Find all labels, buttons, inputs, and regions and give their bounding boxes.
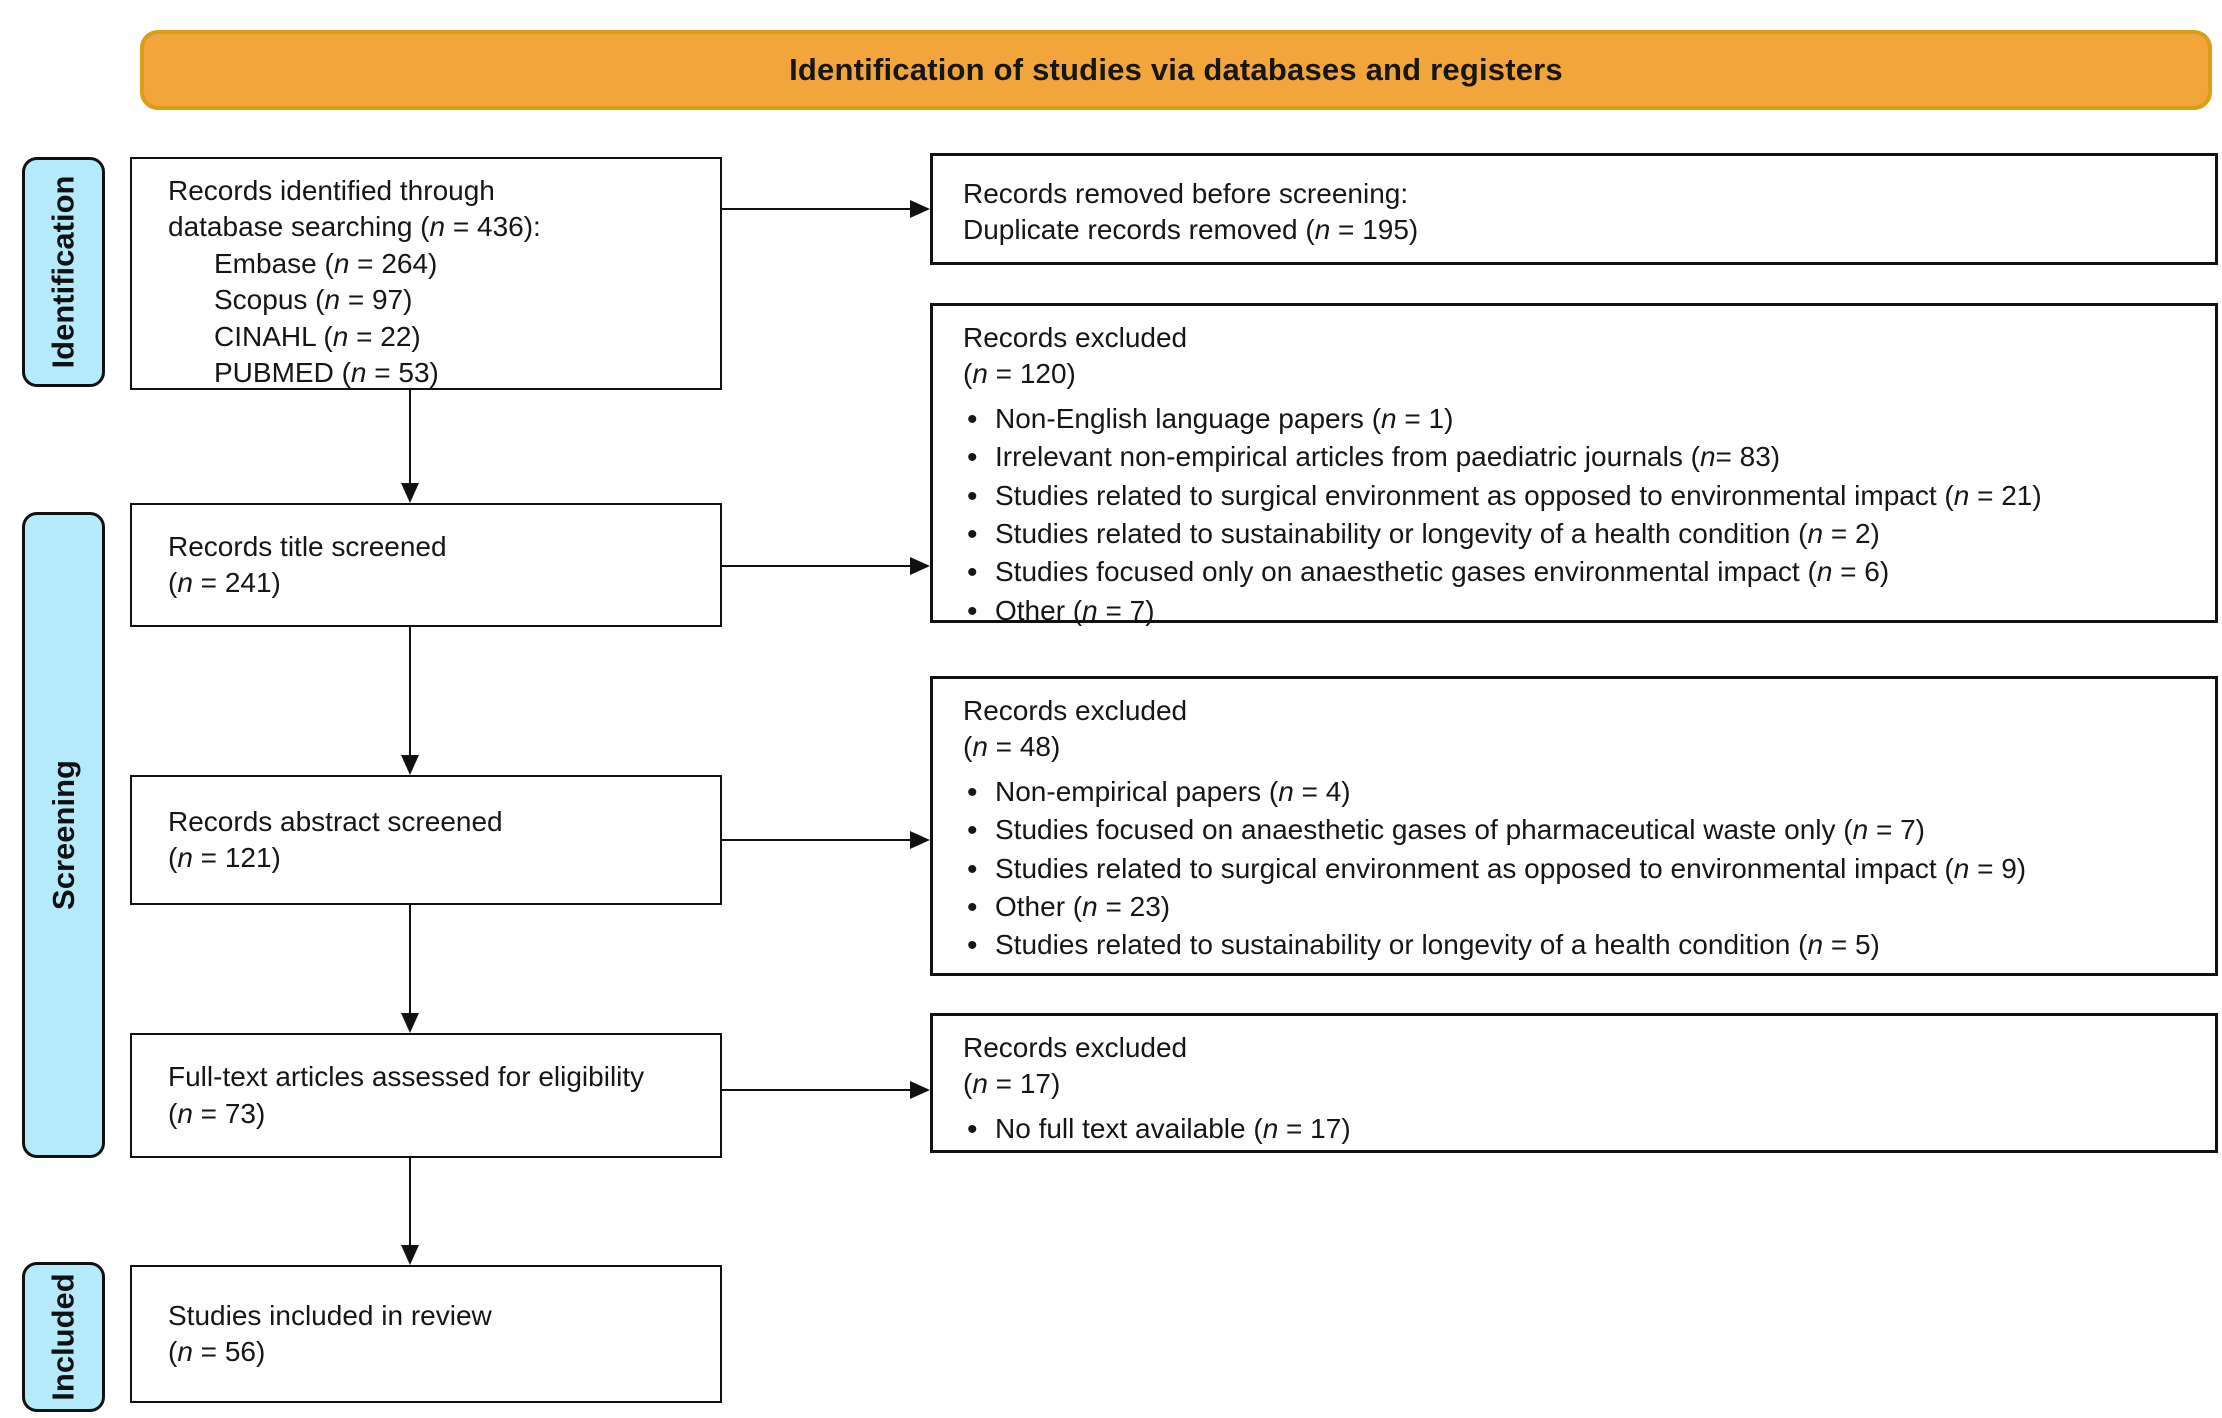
arrow-title-screened-to-excluded [722,565,910,567]
arrow-abstract-screened-to-excluded [722,839,910,841]
title-excluded-count: (n = 120) [963,358,1076,390]
fulltext-excluded-count: (n = 17) [963,1068,1061,1100]
abstract-screened-count: (n = 121) [168,842,281,873]
abstract-excluded-count: (n = 48) [963,731,1061,763]
exclusion-reason: • Studies related to sustainability or longevity of a health condition (n = 5) [963,927,2185,963]
fulltext-assessed-line1: Full-text articles assessed for eligibility [168,1061,645,1093]
box-title-screened [130,503,722,627]
stage-label-included [22,1262,105,1412]
abstract-excluded-reasons [963,774,2185,964]
arrow-title-to-abstract-screened [409,627,411,755]
title-excluded-line1: Records excluded [963,322,1188,353]
fulltext-excluded-line1: Records excluded [963,1032,1188,1063]
box-records-identified [130,157,722,390]
exclusion-reason: • Studies related to surgical environment as opposed to environmental impact (n = 21) [963,478,2185,514]
exclusion-reason: • Non-empirical papers (n = 4) [963,774,2185,810]
source-cinahl: CINAHL (n = 22) [214,320,421,352]
stage-label-identification-text: Identification [45,175,81,369]
arrow-identified-to-title-screened [409,390,411,483]
records-identified-line2: database searching (n = 436): [168,211,541,243]
studies-included-line1: Studies included in review [168,1299,492,1331]
exclusion-reason: • No full text available (n = 17) [963,1111,2185,1147]
box-fulltext-assessed [130,1033,722,1158]
box-title-excluded [930,303,2218,626]
arrow-abstract-to-fulltext [409,905,411,1013]
box-abstract-screened [130,775,722,905]
exclusion-reason: • Other (n = 23) [963,889,2185,925]
exclusion-reason: • Non-English language papers (n = 1) [963,401,2185,437]
fulltext-excluded-reasons [963,1111,2185,1147]
exclusion-reason: • Studies related to sustainability or longevity of a health condition (n = 2) [963,516,2185,552]
title-screened-line1: Records title screened [168,530,447,562]
box-abstract-excluded [930,676,2218,976]
records-removed-line2: Duplicate records removed (n = 195) [963,214,1419,246]
records-removed-line1: Records removed before screening: [963,178,1409,209]
source-pubmed: PUBMED (n = 53) [214,356,439,388]
title-banner [140,30,2212,110]
abstract-screened-line1: Records abstract screened [168,805,503,837]
exclusion-reason: • Studies related to surgical environment as opposed to environmental impact (n = 9) [963,851,2185,887]
exclusion-reason: • Other (n = 7) [963,593,2185,629]
source-embase: Embase (n = 264) [214,247,438,279]
title-excluded-reasons [963,401,2185,629]
exclusion-reason: • Irrelevant non-empirical articles from paediatric journals (n= 83) [963,439,2185,475]
abstract-excluded-line1: Records excluded [963,695,1188,726]
title-screened-count: (n = 241) [168,567,281,598]
stage-label-identification [22,157,105,387]
arrow-identified-to-removed [722,208,910,210]
exclusion-reason: • Studies focused on anaesthetic gases of pharmaceutical waste only (n = 7) [963,812,2185,848]
exclusion-reason: • Studies focused only on anaesthetic gases environmental impact (n = 6) [963,554,2185,590]
box-records-removed [930,153,2218,265]
title-banner-text: Identification of studies via databases and registers [789,52,1563,87]
box-studies-included [130,1265,722,1403]
box-fulltext-excluded [930,1013,2218,1153]
records-identified-line1: Records identified through [168,175,495,206]
stage-label-included-text: Included [45,1273,81,1401]
fulltext-assessed-count: (n = 73) [168,1097,266,1129]
stage-label-screening [22,512,105,1158]
stage-label-screening-text: Screening [45,760,81,910]
arrow-fulltext-to-included [409,1158,411,1245]
arrow-fulltext-to-excluded [722,1089,910,1091]
source-scopus: Scopus (n = 97) [214,284,413,316]
studies-included-count: (n = 56) [168,1336,266,1367]
